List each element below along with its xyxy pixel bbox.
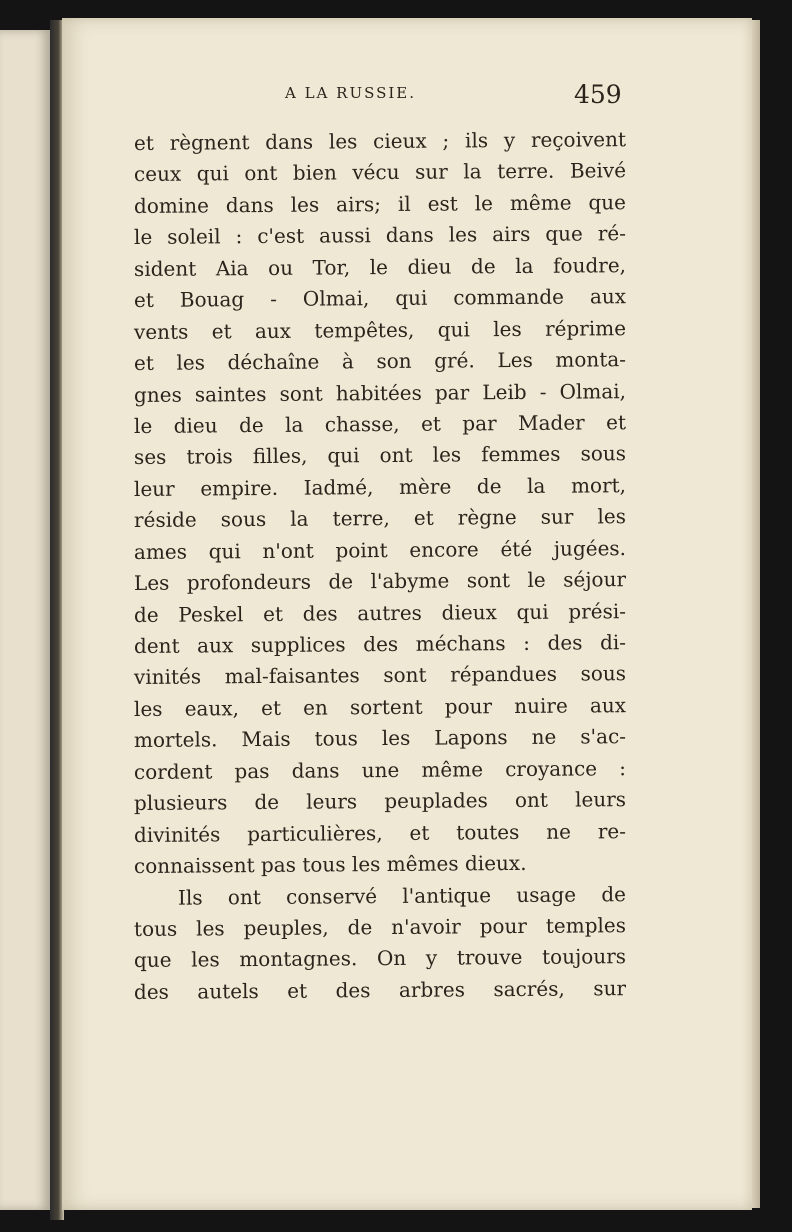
text-line: et règnent dans les cieux ; ils y reçoivent: [133, 127, 627, 155]
text-line: plusieurs de leurs peuplades ont leurs: [133, 787, 627, 816]
text-line: cordent pas dans une même croyance :: [133, 755, 627, 784]
text-line: le soleil : c'est aussi dans les airs que ré-: [133, 221, 627, 250]
text-line: gnes saintes sont habitées par Leib - Olmai,: [133, 378, 627, 407]
text-line: ames qui n'ont point encore été jugées.: [133, 535, 627, 564]
text-line: mortels. Mais tous les Lapons ne s'ac-: [133, 724, 627, 753]
page-fore-edge: [752, 20, 760, 1208]
text-line: domine dans les airs; il est le même que: [133, 190, 627, 218]
running-head: A LA RUSSIE.: [285, 84, 417, 102]
text-line: réside sous la terre, et règne sur les: [133, 504, 627, 533]
page-number: 459: [574, 80, 622, 109]
text-line: connaissent pas tous les mêmes dieux.: [133, 850, 527, 879]
text-line: les eaux, et en sortent pour nuire aux: [133, 693, 627, 721]
text-line: que les montagnes. On y trouve toujours: [133, 944, 627, 973]
text-line: vinités mal-faisantes sont répandues sous: [133, 661, 627, 690]
body-text: [134, 128, 626, 1008]
text-line: dent aux supplices des méchans : des di-: [133, 630, 627, 658]
text-line: ceux qui ont bien vécu sur la terre. Beivé: [133, 158, 627, 187]
text-line: de Peskel et des autres dieux qui prési-: [133, 598, 627, 627]
text-line: et Bouag - Olmai, qui commande aux: [133, 284, 627, 313]
facing-page-edge: [0, 30, 53, 1210]
text-line: leur empire. Iadmé, mère de la mort,: [133, 472, 627, 501]
text-line: Les profondeurs de l'abyme sont le séjour: [133, 567, 627, 596]
text-line: ses trois filles, qui ont les femmes sous: [133, 441, 627, 470]
text-line: des autels et des arbres sacrés, sur: [133, 975, 627, 1004]
text-line: et les déchaîne à son gré. Les monta-: [133, 347, 627, 376]
text-line: le dieu de la chasse, et par Mader et: [133, 410, 627, 438]
text-line: divinités particulières, et toutes ne re-: [133, 818, 627, 847]
text-line: tous les peuples, de n'avoir pour temples: [133, 913, 627, 941]
text-line: vents et aux tempêtes, qui les réprime: [133, 315, 627, 344]
text-line: Ils ont conservé l'antique usage de: [177, 881, 627, 910]
text-line: sident Aia ou Tor, le dieu de la foudre,: [133, 252, 627, 281]
